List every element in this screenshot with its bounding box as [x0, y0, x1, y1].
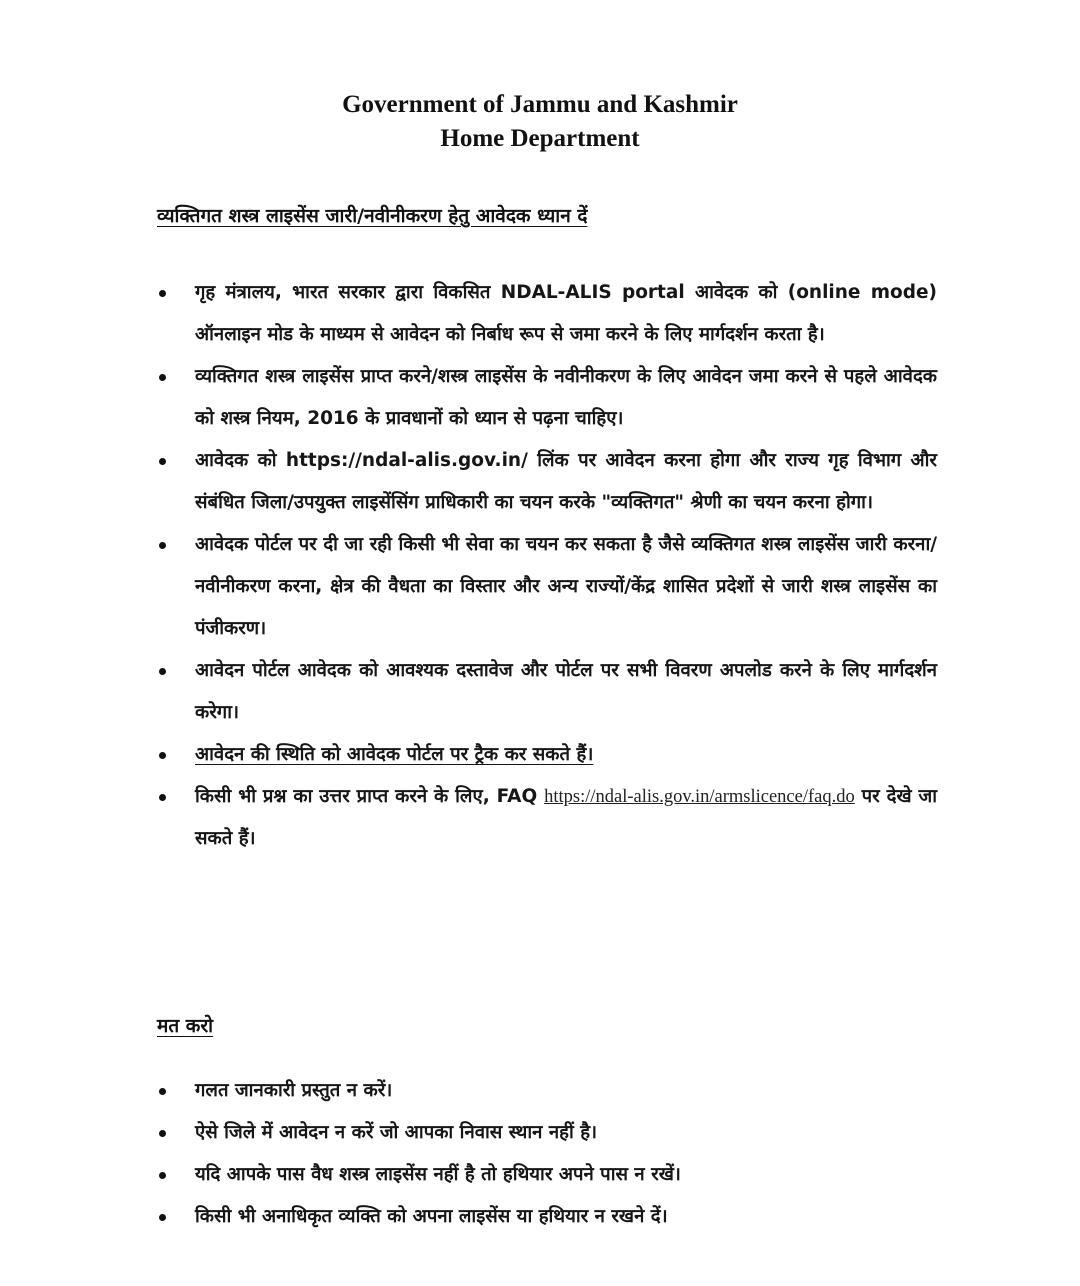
list-item: किसी भी अनाधिकृत व्यक्ति को अपना लाइसेंस या हथियार न रखने दें।	[157, 1196, 937, 1238]
faq-link[interactable]: https://ndal-alis.gov.in/armslicence/faq.do	[544, 787, 855, 807]
list-item-faq: किसी भी प्रश्न का उत्तर प्राप्त करने के लिए, FAQ https://ndal-alis.gov.in/armslicence/faq.do पर देखे जा सकते हैं।	[157, 776, 937, 860]
bullet-icon	[159, 668, 166, 675]
list-item: ऐसे जिले में आवेदन न करें जो आपका निवास स्थान नहीं है।	[157, 1112, 937, 1154]
list-item: आवेदन पोर्टल आवेदक को आवश्यक दस्तावेज और पोर्टल पर सभी विवरण अपलोड करने के लिए मार्गदर्शन करेगा।	[157, 650, 937, 734]
list-item: आवेदक को https://ndal-alis.gov.in/ लिंक पर आवेदन करना होगा और राज्य गृह विभाग और संबंधित जिला/उपयुक्त लाइसेंसिंग प्राधिकारी का चयन करके "व्यक्तिगत" श्रेणी का चयन करना होगा।	[157, 440, 937, 524]
bullet-icon	[159, 794, 166, 801]
section-heading-applicant-notice: व्यक्तिगत शस्त्र लाइसेंस जारी/नवीनीकरण हेतु आवेदक ध्यान दें	[157, 205, 588, 227]
bullet-icon	[159, 1172, 166, 1179]
bullet-icon	[159, 752, 166, 759]
list-item: आवेदक पोर्टल पर दी जा रही किसी भी सेवा का चयन कर सकता है जैसे व्यक्तिगत शस्त्र लाइसेंस जारी करना/नवीनीकरण करना, क्षेत्र की वैधता का विस्तार और अन्य राज्यों/केंद्र शासित प्रदेशों से जारी शस्त्र लाइसेंस का पंजीकरण।	[157, 524, 937, 650]
bullet-icon	[159, 290, 166, 297]
bullet-icon	[159, 374, 166, 381]
bullet-icon	[159, 1088, 166, 1095]
list-item: गृह मंत्रालय, भारत सरकार द्वारा विकसित NDAL-ALIS portal आवेदक को (online mode) ऑनलाइन मोड के माध्यम से आवेदन को निर्बाध रूप से जमा करने के लिए मार्गदर्शन करता है।	[157, 272, 937, 356]
document-header	[0, 88, 1080, 156]
applicant-notice-list	[157, 272, 937, 860]
header-government: Government of Jammu and Kashmir	[342, 91, 738, 118]
list-item: गलत जानकारी प्रस्तुत न करें।	[157, 1070, 937, 1112]
bullet-icon	[159, 1214, 166, 1221]
header-department: Home Department	[440, 125, 640, 152]
donts-list	[157, 1070, 937, 1238]
bullet-icon	[159, 458, 166, 465]
list-item: यदि आपके पास वैध शस्त्र लाइसेंस नहीं है तो हथियार अपने पास न रखें।	[157, 1154, 937, 1196]
bullet-icon	[159, 542, 166, 549]
list-item-track-status: आवेदन की स्थिति को आवेदक पोर्टल पर ट्रैक कर सकते हैं।	[157, 734, 937, 776]
section-heading-donts: मत करो	[157, 1015, 214, 1037]
bullet-icon	[159, 1130, 166, 1137]
list-item: व्यक्तिगत शस्त्र लाइसेंस प्राप्त करने/शस्त्र लाइसेंस के नवीनीकरण के लिए आवेदन जमा करने से पहले आवेदक को शस्त्र नियम, 2016 के प्रावधानों को ध्यान से पढ़ना चाहिए।	[157, 356, 937, 440]
